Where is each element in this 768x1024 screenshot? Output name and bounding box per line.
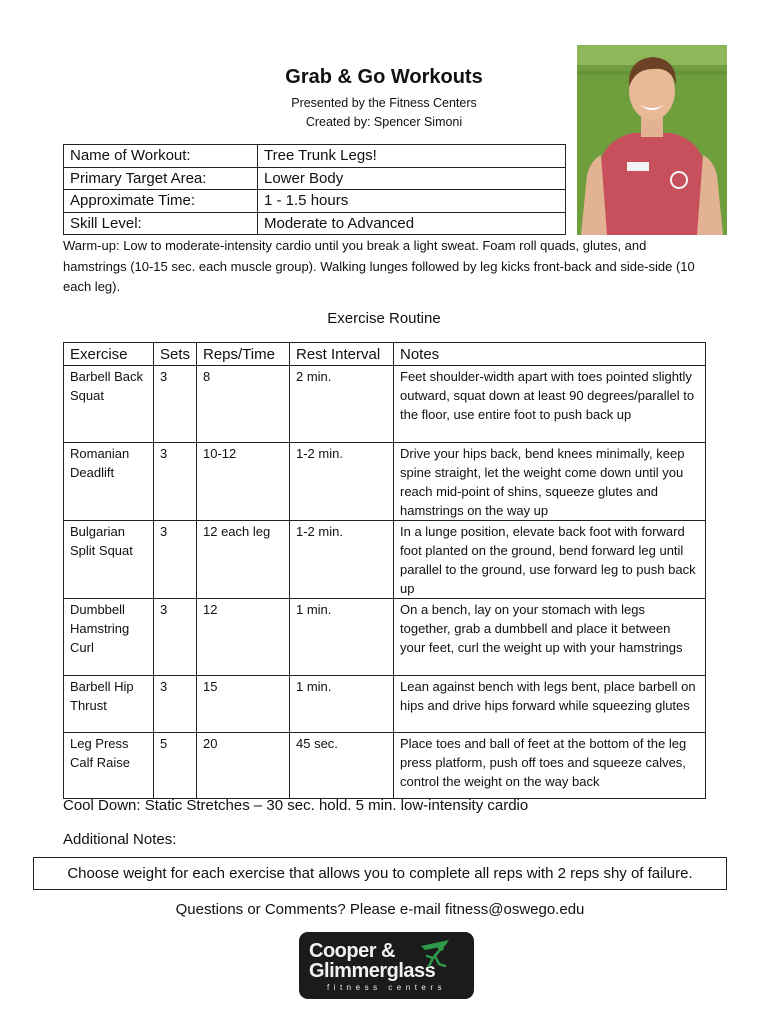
exercise-reps: 12: [197, 599, 290, 676]
exercise-rest: 1-2 min.: [290, 443, 394, 521]
exercise-table: [63, 342, 706, 799]
table-row: [64, 366, 706, 443]
warmup-text: Warm-up: Low to moderate-intensity cardio until you break a light sweat. Foam roll quads, glutes, and hamstrings (10-15 sec. each muscle group). Walking lunges followed by leg kicks front-back and side-side (10 each leg).: [63, 238, 695, 294]
exercise-header-row: [64, 343, 706, 366]
cooldown-text: Cool Down: Static Stretches – 30 sec. hold. 5 min. low-intensity cardio: [63, 797, 529, 814]
exercise-sets: 3: [154, 443, 197, 521]
exercise-reps: 20: [197, 733, 290, 799]
created-by: Created by: Spencer Simoni: [305, 115, 463, 129]
exercise-name: Romanian Deadlift: [64, 443, 154, 521]
additional-note-box: Choose weight for each exercise that allows you to complete all reps with 2 reps shy of failure.: [33, 857, 727, 890]
info-value: Moderate to Advanced: [258, 212, 566, 235]
info-row: [64, 167, 566, 190]
exercise-reps: 12 each leg: [197, 521, 290, 599]
exercise-notes: Place toes and ball of feet at the bottom of the leg press platform, push off toes and squeeze calves, control the weight on the way back: [394, 733, 706, 799]
info-value: Lower Body: [258, 167, 566, 190]
header-exercise: Exercise: [64, 343, 154, 366]
info-label: Name of Workout:: [64, 145, 258, 168]
logo-line-2: Glimmerglass: [309, 960, 436, 982]
logo-line-1: Cooper &: [309, 940, 395, 962]
exercise-rest: 1 min.: [290, 676, 394, 733]
exercise-name: Barbell Back Squat: [64, 366, 154, 443]
info-label: Skill Level:: [64, 212, 258, 235]
info-value: 1 - 1.5 hours: [258, 190, 566, 213]
header-reps: Reps/Time: [197, 343, 290, 366]
exercise-reps: 15: [197, 676, 290, 733]
presented-by: Presented by the Fitness Centers: [291, 96, 477, 110]
header-notes: Notes: [394, 343, 706, 366]
exercise-reps: 8: [197, 366, 290, 443]
exercise-reps: 10-12: [197, 443, 290, 521]
exercise-name: Bulgarian Split Squat: [64, 521, 154, 599]
exercise-sets: 5: [154, 733, 197, 799]
additional-notes-label: Additional Notes:: [63, 831, 177, 848]
info-row: [64, 212, 566, 235]
exercise-rest: 1-2 min.: [290, 521, 394, 599]
table-row: [64, 599, 706, 676]
exercise-notes: On a bench, lay on your stomach with legs together, grab a dumbbell and place it between your feet, curl the weight up with your hamstrings: [394, 599, 706, 676]
exercise-sets: 3: [154, 366, 197, 443]
exercise-notes: Drive your hips back, bend knees minimally, keep spine straight, let the weight come down until you reach mid-point of shins, squeeze glutes and hamstrings on the way up: [394, 443, 706, 521]
logo-line-3: fitness centers: [326, 983, 447, 992]
exercise-notes: Lean against bench with legs bent, place barbell on hips and drive hips forward while squeezing glutes: [394, 676, 706, 733]
document-title: Grab & Go Workouts: [285, 66, 483, 88]
info-value: Tree Trunk Legs!: [258, 145, 566, 168]
exercise-rest: 45 sec.: [290, 733, 394, 799]
contact-line: Questions or Comments? Please e-mail fitness@oswego.edu: [175, 901, 585, 918]
exercise-sets: 3: [154, 599, 197, 676]
table-row: [64, 521, 706, 599]
fitness-centers-logo: [299, 932, 474, 999]
header-sets: Sets: [154, 343, 197, 366]
runner-icon: [415, 936, 455, 970]
trainer-photo: [577, 45, 727, 235]
info-row: [64, 145, 566, 168]
exercise-sets: 3: [154, 676, 197, 733]
table-row: [64, 733, 706, 799]
info-label: Approximate Time:: [64, 190, 258, 213]
exercise-notes: Feet shoulder-width apart with toes pointed slightly outward, squat down at least 90 degrees/parallel to the floor, use entire foot to push back up: [394, 366, 706, 443]
table-row: [64, 676, 706, 733]
exercise-name: Barbell Hip Thrust: [64, 676, 154, 733]
routine-title: Exercise Routine: [327, 310, 441, 327]
exercise-sets: 3: [154, 521, 197, 599]
exercise-rest: 2 min.: [290, 366, 394, 443]
exercise-rest: 1 min.: [290, 599, 394, 676]
info-label: Primary Target Area:: [64, 167, 258, 190]
header-rest: Rest Interval: [290, 343, 394, 366]
workout-info-table: [63, 144, 566, 235]
exercise-notes: In a lunge position, elevate back foot with forward foot planted on the ground, bend forward leg until parallel to the ground, use forward leg to push back up: [394, 521, 706, 599]
info-row: [64, 190, 566, 213]
table-row: [64, 443, 706, 521]
exercise-name: Dumbbell Hamstring Curl: [64, 599, 154, 676]
exercise-name: Leg Press Calf Raise: [64, 733, 154, 799]
